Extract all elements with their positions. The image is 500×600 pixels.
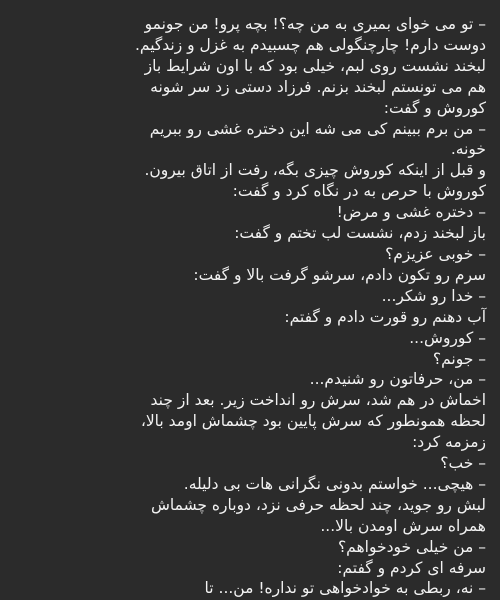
text-line: سرفه ای کردم و گفتم: [337,558,486,577]
text-line: اخماش در هم شد، سرش رو انداخت زیر. بعد از چند [150,391,486,410]
text-line: – خب؟ [440,454,486,473]
text-line: کوروش با حرص به در نگاه کرد و گفت: [232,182,486,201]
text-line: – خوبی عزیزم؟ [385,244,486,263]
text-line: – نه، ربطی به خوادخواهی تو نداره! من... تا [204,579,486,598]
text-line: لحظه همونطور که سرش پایین بود چشماش اومد بالا، [140,412,486,431]
text-line: کوروش و گفت: [383,98,486,117]
text-line: – من، حرفاتون رو شنیدم... [309,370,486,389]
text-line: – تو می خوای بمیری به من چه؟! بچه پرو! من جونمو [144,15,486,33]
text-line: هم می تونستم لبخند بزنم. فرزاد دستی زد سر شونه [150,77,486,96]
text-line: دوست دارم! چارچنگولی هم چسبیدم به غزل و زندگیم. [134,35,486,54]
text-line: خونه. [450,140,486,159]
text-line: لبخند نشست روی لبم، خیلی بود که با اون شرایط باز [144,56,486,75]
text-line: – هیچی... خواستم بدونی نگرانی هات بی دلیله. [183,474,486,493]
text-line: و قبل از اینکه کوروش چیزی بگه، رفت از اتاق بیرون. [144,161,486,180]
text-line: آب دهنم رو قورت دادم و گفتم: [284,307,486,326]
text-line: – کوروش... [409,328,486,347]
text-line: لبش رو جوید، چند لحظه حرفی نزد، دوباره چشماش [150,495,486,514]
text-line: – دختره غشی و مرض! [336,203,486,222]
text-line: – من برم ببینم کی می شه این دختره غشی رو ببریم [149,119,486,138]
text-line: – خدا رو شکر... [381,286,486,305]
text-line: زمزمه کرد: [412,433,486,452]
text-line: باز لبخند زدم، نشست لب تختم و گفت: [234,224,486,243]
text-line: – جونم؟ [432,349,486,368]
text-line: همراه سرش اومدن بالا... [320,516,486,535]
text-line: – من خیلی خودخواهم؟ [337,537,486,556]
text-line: سرم رو تکون دادم، سرشو گرفت بالا و گفت: [193,265,486,284]
